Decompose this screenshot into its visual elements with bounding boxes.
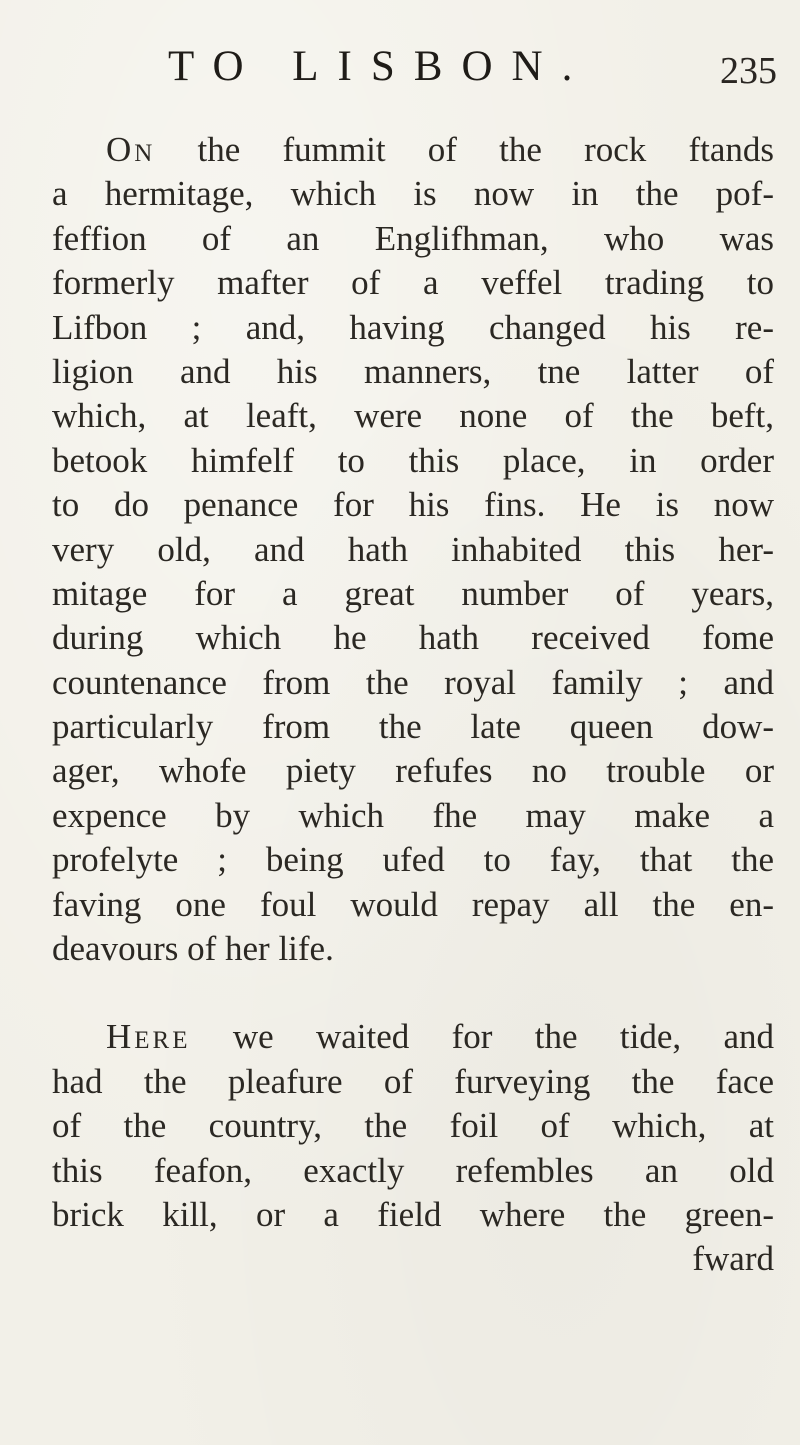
text-line: formerly mafter of a veffel trading to (52, 263, 774, 303)
text-line: deavours of her life. (52, 929, 334, 969)
text-line (52, 1015, 774, 1059)
catchword: fward (692, 1239, 774, 1279)
paragraph-2 (52, 1015, 774, 1281)
text-line: betook himfelf to this place, in order (52, 440, 774, 480)
text-line: faving one foul would repay all the en- (52, 884, 774, 924)
text-line: mitage for a great number of years, (52, 573, 774, 613)
body-text (52, 128, 774, 1282)
running-title: TO LISBON. (168, 43, 592, 90)
drop-word: Here (106, 1017, 191, 1057)
text-line: to do penance for his fins. He is now (52, 485, 774, 525)
text-line: Lifbon ; and, having changed his re- (52, 307, 774, 347)
running-head (0, 42, 800, 92)
text-line: ligion and his manners, tne latter of (52, 351, 774, 391)
text-line: very old, and hath inhabited this her- (52, 529, 774, 569)
text-line: particularly from the late queen dow- (52, 707, 774, 747)
text-line: feffion of an Englifhman, who was (52, 218, 774, 258)
text-line: ager, whofe piety refufes no trouble or (52, 751, 774, 791)
text-line: brick kill, or a field where the green- (52, 1194, 774, 1234)
text-line: had the pleafure of furveying the face (52, 1061, 774, 1101)
text-line: this feafon, exactly refembles an old (52, 1150, 774, 1190)
page-number: 235 (720, 50, 777, 92)
text-line: which, at leaft, were none of the beft, (52, 396, 774, 436)
text-line: of the country, the foil of which, at (52, 1106, 774, 1146)
text-line (52, 128, 774, 172)
line-text: we waited for the tide, and (190, 1017, 774, 1057)
text-line: profelyte ; being ufed to fay, that the (52, 840, 774, 880)
line-text: the fummit of the rock ftands (155, 130, 774, 169)
text-line: expence by which fhe may make a (52, 795, 774, 835)
text-line: countenance from the royal family ; and (52, 662, 774, 702)
paragraph-1 (52, 128, 774, 971)
drop-word: On (106, 130, 156, 169)
text-line: during which he hath received fome (52, 618, 774, 658)
text-line: a hermitage, which is now in the pof- (52, 174, 774, 214)
